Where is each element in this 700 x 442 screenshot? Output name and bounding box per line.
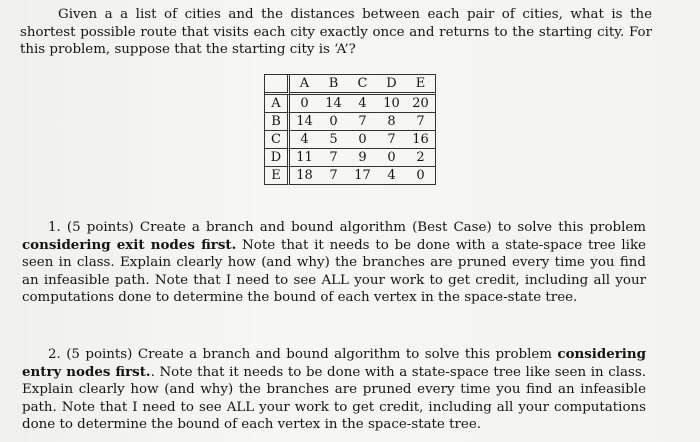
question-2-emphasis: considering entry nodes first.: [22, 346, 646, 380]
table-cell: 20: [406, 95, 436, 113]
table-cell: 0: [290, 95, 319, 113]
row-header: D: [265, 149, 290, 167]
table-cell: 10: [377, 95, 406, 113]
table-cell: 7: [406, 113, 436, 131]
question-1-text: 1. (5 points) Create a branch and bound algorithm (Best Case) to solve this problem: [48, 220, 646, 235]
column-header: A: [290, 75, 319, 95]
column-header: C: [348, 75, 377, 95]
table-cell: 14: [319, 95, 348, 113]
question-1-text-rest: Note that it needs to be done with a state-space tree like seen in class. Explain clearly how (and why) the branches are pruned every time you find an infeasible path. Note that I need to see ALL your work to get credit, including all your computations done to determine the bound of each vertex in the space-state tree.: [22, 237, 646, 305]
question-2: [22, 346, 646, 434]
table-cell: 4: [348, 95, 377, 113]
table-cell: 0: [406, 167, 436, 185]
question-2-text-rest: . Note that it needs to be done with a state-space tree like seen in class. Explain clearly how (and why) the branches are pruned every time you find an infeasible path. Note that I need to see ALL your work to get credit, including all your computations done to determine the bound of each vertex in the space-state tree.: [22, 364, 646, 432]
row-header: B: [265, 113, 290, 131]
table-cell: 8: [377, 113, 406, 131]
table-cell: 2: [406, 149, 436, 167]
table-cell: 0: [348, 131, 377, 149]
table-cell: 4: [377, 167, 406, 185]
table-row: [265, 167, 436, 185]
column-header: D: [377, 75, 406, 95]
table-cell: 17: [348, 167, 377, 185]
distance-table: [264, 74, 436, 185]
table-corner-cell: [265, 75, 290, 95]
question-2-text: 2. (5 points) Create a branch and bound algorithm to solve this problem: [48, 347, 558, 362]
table-row: [265, 131, 436, 149]
table-cell: 11: [290, 149, 319, 167]
row-header: E: [265, 167, 290, 185]
table-cell: 0: [319, 113, 348, 131]
column-header: B: [319, 75, 348, 95]
table-cell: 7: [319, 149, 348, 167]
table-cell: 9: [348, 149, 377, 167]
question-1: [22, 219, 646, 307]
table-row: [265, 95, 436, 113]
question-1-emphasis: considering exit nodes first.: [22, 236, 237, 253]
table-cell: 4: [290, 131, 319, 149]
row-header: A: [265, 95, 290, 113]
table-cell: 16: [406, 131, 436, 149]
table-cell: 5: [319, 131, 348, 149]
table-row: [265, 113, 436, 131]
table-header-row: [265, 75, 436, 95]
problem-statement: Given a a list of cities and the distances between each pair of cities, what is the shortest possible route that visits each city exactly once and returns to the starting city. For this problem, suppose that the starting city is ‘A’?: [20, 7, 652, 57]
table-cell: 7: [319, 167, 348, 185]
table-cell: 14: [290, 113, 319, 131]
table-cell: 7: [348, 113, 377, 131]
row-header: C: [265, 131, 290, 149]
table-cell: 7: [377, 131, 406, 149]
column-header: E: [406, 75, 436, 95]
table-row: [265, 149, 436, 167]
table-cell: 0: [377, 149, 406, 167]
table-cell: 18: [290, 167, 319, 185]
